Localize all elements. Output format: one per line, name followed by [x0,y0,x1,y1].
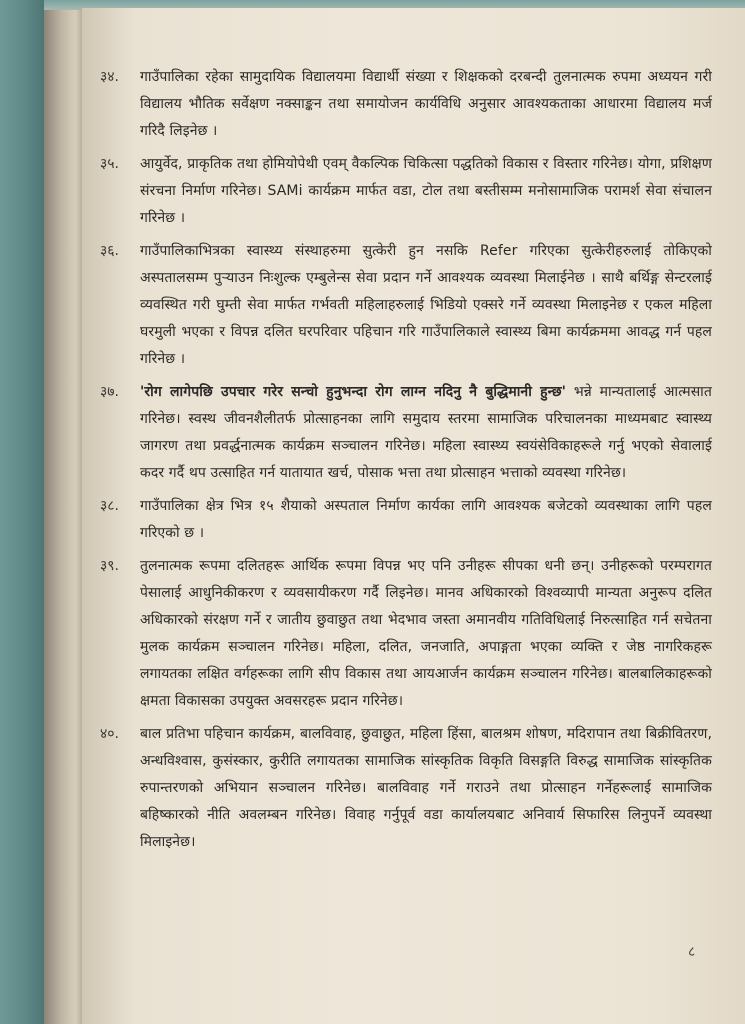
list-item [100,238,712,373]
page-number: ८ [688,944,696,960]
item-number: ३९. [100,558,120,574]
item-text: गाउँपालिका क्षेत्र भित्र १५ शैयाको अस्पताल निर्माण कार्यका लागि आवश्यक बजेटको व्यवस्थाका लागि पहल गरिएको छ । [140,498,712,541]
list-item [100,151,712,232]
item-text: तुलनात्मक रूपमा दलितहरू आर्थिक रूपमा विपन्न भए पनि उनीहरू सीपका धनी छन्। उनीहरूको परम्परागत पेसालाई आधुनिकीकरण र व्यवसायीकरण गर्दै लिइनेछ। मानव अधिकारको विश्वव्यापी मान्यता अनुरूप दलित अधिकारको संरक्षण गर्ने र जातीय छुवाछुत तथा भेदभाव जस्ता अमानवीय गतिविधिलाई निरुत्साहित गर्न सचेतना मुलक कार्यक्रम सञ्चालन गरिनेछ। महिला, दलित, जनजाति, अपाङ्गता भएका व्यक्ति र जेष्ठ नागरिकहरू लगायतका लक्षित वर्गहरूका लागि सीप विकास तथा आयआर्जन कार्यक्रम सञ्चालन गरिनेछ। बालबालिकाहरूको क्षमता विकासका उपयुक्त अवसरहरू प्रदान गरिनेछ। [140,558,712,709]
item-lead-quote: 'रोग लागेपछि उपचार गरेर सन्चो हुनुभन्दा रोग लाग्न नदिनु नै बुद्धिमानी हुन्छ' [140,384,567,400]
list-item [100,64,712,145]
item-text: बाल प्रतिभा पहिचान कार्यक्रम, बालविवाह, छुवाछुत, महिला हिंसा, बालश्रम शोषण, मदिरापान तथा बिक्रीवितरण, अन्धविश्वास, कुसंस्कार, कुरीति लगायतका सामाजिक सांस्कृतिक विकृति विसङ्गति विरुद्ध सामाजिक सांस्कृतिक रुपान्तरणको अभियान सञ्चालन गरिनेछ। बालविवाह गर्ने गराउने तथा प्रोत्साहन गर्नेहरूलाई सामाजिक बहिष्कारको नीति अवलम्बन गरिनेछ। विवाह गर्नुपूर्व वडा कार्यालयबाट अनिवार्य सिफारिस लिनुपर्ने व्यवस्था मिलाइनेछ। [140,726,712,850]
item-number: ३६. [100,243,120,259]
item-text: आयुर्वेद, प्राकृतिक तथा होमियोपेथी एवम् वैकल्पिक चिकित्सा पद्धतिको विकास र विस्तार गरिनेछ। योगा, प्रशिक्षण संरचना निर्माण गरिनेछ। SAMi कार्यक्रम मार्फत वडा, टोल तथा बस्तीसम्म मनोसामाजिक परामर्श सेवा संचालन गरिनेछ । [140,156,712,226]
list-item [100,493,712,547]
item-text: गाउँपालिका रहेका सामुदायिक विद्यालयमा विद्यार्थी संख्या र शिक्षकको दरबन्दी तुलनात्मक रुपमा अध्ययन गरी विद्यालय भौतिक सर्वेक्षण नक्साङ्कन तथा समायोजन कार्यविधि अनुसार आवश्यकताका आधारमा विद्यालय मर्ज गरिदै लिइनेछ । [140,69,712,139]
item-number: ४०. [100,726,120,742]
page-content [100,64,712,862]
item-text: गाउँपालिकाभित्रका स्वास्थ्य संस्थाहरुमा सुत्केरी हुन नसकि Refer गरिएका सुत्केरीहरुलाई तोकिएको अस्पतालसम्म पुऱ्याउन निःशुल्क एम्बुलेन्स सेवा प्रदान गर्ने आवश्यक व्यवस्था मिलाईनेछ । साथै बर्थिङ्ग सेन्टरलाई व्यवस्थित गरी घुम्ती सेवा मार्फत गर्भवती महिलाहरुलाई भिडियो एक्सरे गर्ने व्यवस्था मिलाइनेछ र एकल महिला घरमुली भएका र विपन्न दलित घरपरिवार पहिचान गरि गाउँपालिकाले स्वास्थ्य बिमा कार्यक्रममा आवद्ध गर्न पहल गरिनेछ । [140,243,712,367]
item-number: ३७. [100,384,120,400]
item-text [140,379,712,487]
item-text-rest: भन्ने मान्यतालाई आत्मसात गरिनेछ। स्वस्थ जीवनशैलीतर्फ प्रोत्साहनका लागि समुदाय स्तरमा सामाजिक परिचालनका माध्यमबाट स्वास्थ्य जागरण तथा प्रवर्द्धनात्मक कार्यक्रम सञ्चालन गरिनेछ। महिला स्वास्थ्य स्वयंसेविकाहरूले गर्नु भएको सेवालाई कदर गर्दै थप उत्साहित गर्न यातायात खर्च, पोसाक भत्ता तथा प्रोत्साहन भत्ताको व्यवस्था गरिनेछ। [140,384,712,481]
list-item [100,379,712,487]
book-spine [44,10,86,1024]
list-item [100,721,712,856]
list-item [100,553,712,715]
item-number: ३५. [100,156,120,172]
item-number: ३८. [100,498,120,514]
item-number: ३४. [100,69,120,85]
background-surface [0,0,44,1024]
